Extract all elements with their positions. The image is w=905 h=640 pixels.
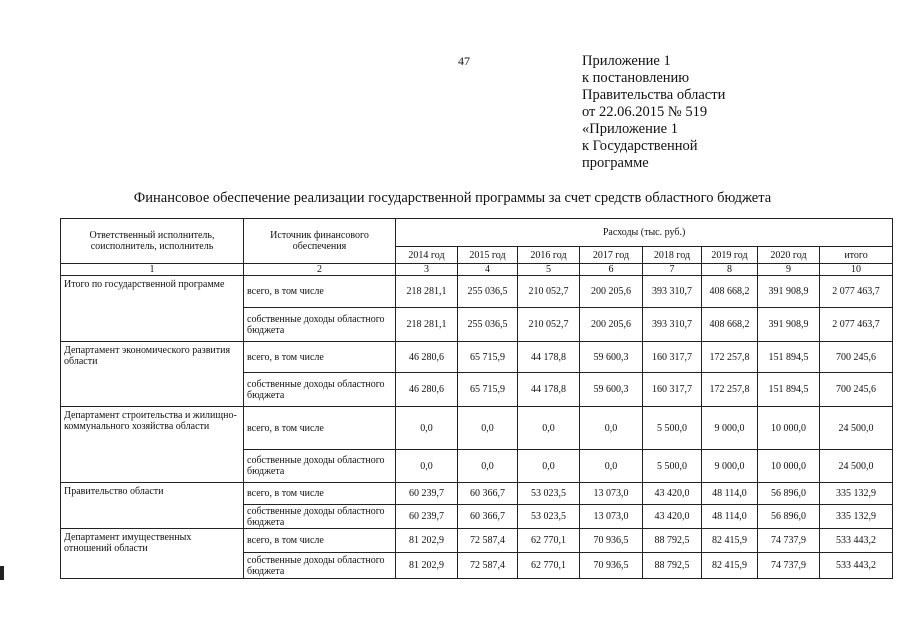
source-cell: собственные доходы областного бюджета: [244, 308, 396, 342]
value-cell: 218 281,1: [396, 276, 458, 308]
value-cell: 210 052,7: [518, 276, 580, 308]
column-number: 10: [820, 264, 893, 276]
value-cell: 391 908,9: [758, 308, 820, 342]
total-cell: 24 500,0: [820, 407, 893, 450]
value-cell: 5 500,0: [643, 450, 702, 483]
value-cell: 255 036,5: [458, 276, 518, 308]
value-cell: 81 202,9: [396, 553, 458, 579]
value-cell: 13 073,0: [580, 505, 643, 529]
column-number: 9: [758, 264, 820, 276]
header-year: 2018 год: [643, 247, 702, 264]
value-cell: 218 281,1: [396, 308, 458, 342]
executor-cell: Правительство области: [61, 483, 244, 529]
table-row: [61, 529, 893, 553]
appendix-line: к Государственной: [582, 138, 698, 154]
column-number: 4: [458, 264, 518, 276]
appendix-line: от 22.06.2015 № 519: [582, 104, 708, 120]
value-cell: 0,0: [458, 407, 518, 450]
header-executor: Ответственный исполнитель, соисполнитель, исполнитель: [61, 219, 244, 264]
value-cell: 65 715,9: [458, 373, 518, 407]
value-cell: 172 257,8: [702, 342, 758, 373]
appendix-block: [582, 53, 725, 172]
appendix-line: «Приложение 1: [582, 121, 678, 137]
executor-cell: Департамент имущественных отношений области: [61, 529, 244, 579]
total-cell: 533 443,2: [820, 553, 893, 579]
value-cell: 74 737,9: [758, 553, 820, 579]
source-cell: собственные доходы областного бюджета: [244, 450, 396, 483]
value-cell: 200 205,6: [580, 308, 643, 342]
total-cell: 24 500,0: [820, 450, 893, 483]
total-cell: 335 132,9: [820, 483, 893, 505]
source-cell: всего, в том числе: [244, 483, 396, 505]
value-cell: 9 000,0: [702, 450, 758, 483]
value-cell: 60 239,7: [396, 505, 458, 529]
value-cell: 88 792,5: [643, 529, 702, 553]
value-cell: 59 600,3: [580, 342, 643, 373]
value-cell: 160 317,7: [643, 373, 702, 407]
value-cell: 82 415,9: [702, 553, 758, 579]
source-cell: собственные доходы областного бюджета: [244, 505, 396, 529]
column-number: 7: [643, 264, 702, 276]
value-cell: 43 420,0: [643, 483, 702, 505]
financing-table: [60, 218, 893, 579]
header-year: 2019 год: [702, 247, 758, 264]
value-cell: 5 500,0: [643, 407, 702, 450]
total-cell: 2 077 463,7: [820, 308, 893, 342]
value-cell: 0,0: [396, 407, 458, 450]
value-cell: 160 317,7: [643, 342, 702, 373]
value-cell: 60 366,7: [458, 505, 518, 529]
value-cell: 74 737,9: [758, 529, 820, 553]
value-cell: 48 114,0: [702, 483, 758, 505]
value-cell: 0,0: [518, 407, 580, 450]
total-cell: 700 245,6: [820, 373, 893, 407]
value-cell: 48 114,0: [702, 505, 758, 529]
header-year: 2017 год: [580, 247, 643, 264]
value-cell: 46 280,6: [396, 342, 458, 373]
table-row: [61, 342, 893, 373]
value-cell: 200 205,6: [580, 276, 643, 308]
source-cell: всего, в том числе: [244, 276, 396, 308]
total-cell: 335 132,9: [820, 505, 893, 529]
value-cell: 0,0: [580, 407, 643, 450]
value-cell: 65 715,9: [458, 342, 518, 373]
value-cell: 56 896,0: [758, 483, 820, 505]
scan-mark: [0, 566, 4, 580]
appendix-line: программе: [582, 155, 649, 171]
column-number: 8: [702, 264, 758, 276]
value-cell: 53 023,5: [518, 483, 580, 505]
source-cell: собственные доходы областного бюджета: [244, 553, 396, 579]
value-cell: 60 239,7: [396, 483, 458, 505]
column-number: 2: [244, 264, 396, 276]
value-cell: 255 036,5: [458, 308, 518, 342]
value-cell: 60 366,7: [458, 483, 518, 505]
value-cell: 9 000,0: [702, 407, 758, 450]
executor-cell: Департамент строительства и жилищно-коммунального хозяйства области: [61, 407, 244, 483]
value-cell: 44 178,8: [518, 373, 580, 407]
value-cell: 62 770,1: [518, 529, 580, 553]
value-cell: 393 310,7: [643, 308, 702, 342]
column-number: 3: [396, 264, 458, 276]
total-cell: 2 077 463,7: [820, 276, 893, 308]
source-cell: собственные доходы областного бюджета: [244, 373, 396, 407]
column-number: 6: [580, 264, 643, 276]
executor-cell: Департамент экономического развития области: [61, 342, 244, 407]
value-cell: 0,0: [580, 450, 643, 483]
value-cell: 0,0: [458, 450, 518, 483]
value-cell: 72 587,4: [458, 553, 518, 579]
executor-cell: Итого по государственной программе: [61, 276, 244, 342]
value-cell: 43 420,0: [643, 505, 702, 529]
value-cell: 0,0: [396, 450, 458, 483]
value-cell: 44 178,8: [518, 342, 580, 373]
value-cell: 172 257,8: [702, 373, 758, 407]
value-cell: 151 894,5: [758, 342, 820, 373]
source-cell: всего, в том числе: [244, 407, 396, 450]
value-cell: 0,0: [518, 450, 580, 483]
value-cell: 70 936,5: [580, 529, 643, 553]
value-cell: 391 908,9: [758, 276, 820, 308]
value-cell: 81 202,9: [396, 529, 458, 553]
value-cell: 210 052,7: [518, 308, 580, 342]
value-cell: 408 668,2: [702, 308, 758, 342]
value-cell: 393 310,7: [643, 276, 702, 308]
value-cell: 56 896,0: [758, 505, 820, 529]
column-number: 5: [518, 264, 580, 276]
total-cell: 700 245,6: [820, 342, 893, 373]
appendix-line: Приложение 1: [582, 53, 671, 69]
header-year: 2014 год: [396, 247, 458, 264]
value-cell: 408 668,2: [702, 276, 758, 308]
page-number: 47: [458, 54, 470, 68]
document-title: Финансовое обеспечение реализации государственной программы за счет средств областного бюджета: [133, 190, 772, 206]
source-cell: всего, в том числе: [244, 342, 396, 373]
appendix-line: Правительства области: [582, 87, 726, 103]
column-number: 1: [61, 264, 244, 276]
value-cell: 88 792,5: [643, 553, 702, 579]
value-cell: 70 936,5: [580, 553, 643, 579]
table-row: [61, 276, 893, 308]
value-cell: 10 000,0: [758, 407, 820, 450]
header-source: Источник финансового обеспечения: [244, 219, 396, 264]
value-cell: 62 770,1: [518, 553, 580, 579]
table-row: [61, 483, 893, 505]
value-cell: 82 415,9: [702, 529, 758, 553]
appendix-line: к постановлению: [582, 70, 690, 86]
value-cell: 13 073,0: [580, 483, 643, 505]
value-cell: 59 600,3: [580, 373, 643, 407]
header-total: итого: [820, 247, 893, 264]
header-year: 2016 год: [518, 247, 580, 264]
value-cell: 72 587,4: [458, 529, 518, 553]
value-cell: 10 000,0: [758, 450, 820, 483]
table-row: [61, 407, 893, 450]
header-expenses: Расходы (тыс. руб.): [396, 219, 893, 247]
source-cell: всего, в том числе: [244, 529, 396, 553]
header-year: 2020 год: [758, 247, 820, 264]
total-cell: 533 443,2: [820, 529, 893, 553]
value-cell: 151 894,5: [758, 373, 820, 407]
value-cell: 53 023,5: [518, 505, 580, 529]
header-year: 2015 год: [458, 247, 518, 264]
value-cell: 46 280,6: [396, 373, 458, 407]
